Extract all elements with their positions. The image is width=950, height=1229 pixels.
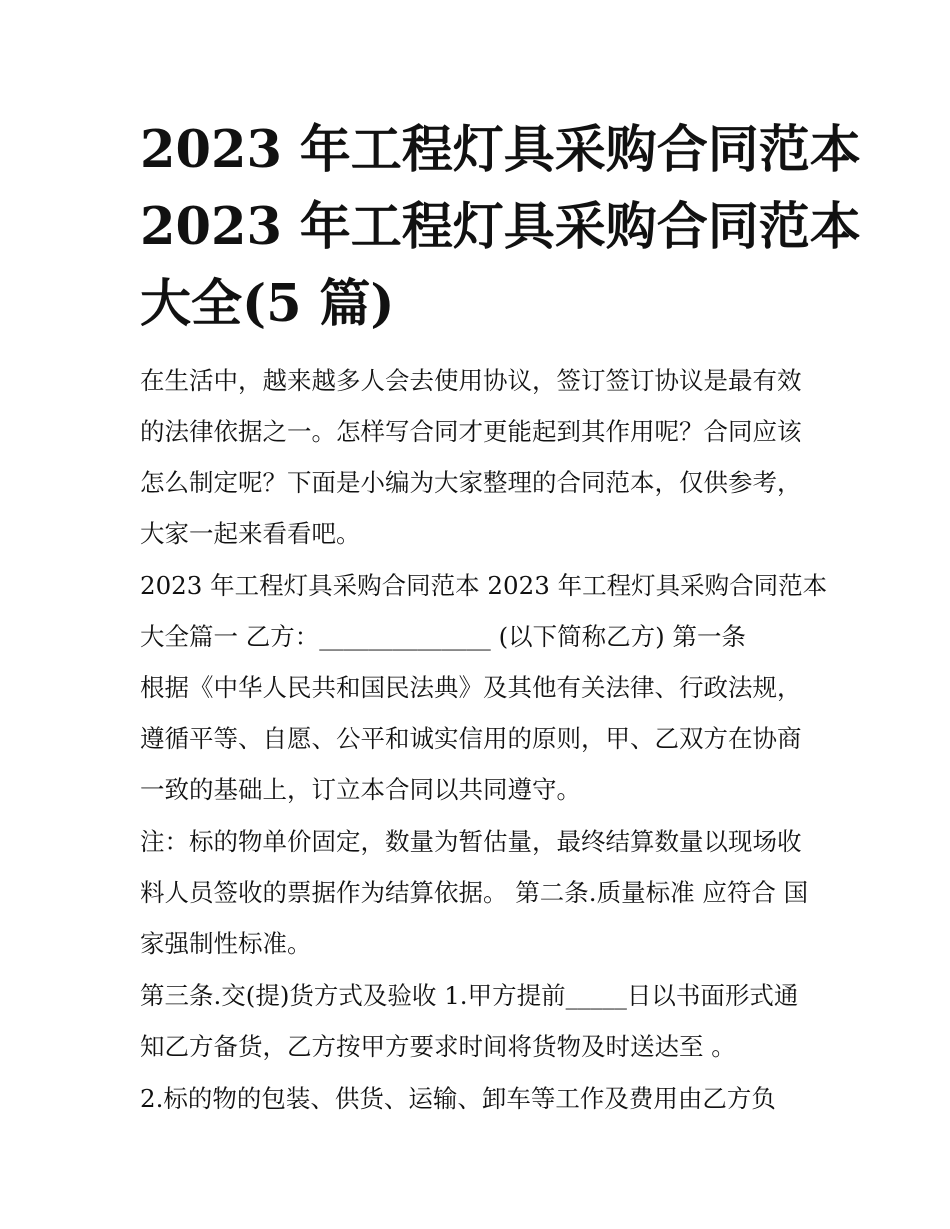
document-body (140, 355, 840, 1124)
text-line: 的法律依据之一。怎样写合同才更能起到其作用呢？合同应该 (140, 417, 802, 446)
paragraph-intro (140, 355, 840, 559)
text-line: 知乙方备货，乙方按甲方要求时间将货物及时送达至 。 (140, 1032, 736, 1061)
text-line: 怎么制定呢？下面是小编为大家整理的合同范本，仅供参考， (140, 468, 802, 497)
paragraph-packaging (140, 1073, 840, 1124)
text-line: 第三条.交(提)货方式及验收 1.甲方提前_____日以书面形式通 (140, 981, 799, 1010)
document-title (140, 112, 861, 343)
text-line: 家强制性标准。 (140, 929, 312, 958)
text-line: 大全篇一 乙方：______________ (以下简称乙方) 第一条 (140, 622, 746, 651)
text-line: 注：标的物单价固定，数量为暂估量，最终结算数量以现场收 (140, 827, 802, 856)
paragraph-article-3 (140, 970, 840, 1072)
text-line: 大家一起来看看吧。 (140, 519, 361, 548)
paragraph-note-quality (140, 816, 840, 969)
paragraph-article-1 (140, 560, 840, 815)
text-line: 料人员签收的票据作为结算依据。 第二条.质量标准 应符合 国 (140, 878, 809, 907)
text-line: 遵循平等、自愿、公平和诚实信用的原则，甲、乙双方在协商 (140, 724, 802, 753)
text-line: 一致的基础上，订立本合同以共同遵守。 (140, 775, 581, 804)
title-line: 2023 年工程灯具采购合同范本 (140, 120, 861, 180)
text-line: 在生活中，越来越多人会去使用协议，签订签订协议是最有效 (140, 366, 802, 395)
text-line: 2.标的物的包装、供货、运输、卸车等工作及费用由乙方负 (140, 1084, 776, 1113)
title-line: 大全(5 篇) (140, 274, 395, 334)
text-line: 2023 年工程灯具采购合同范本 2023 年工程灯具采购合同范本 (140, 571, 828, 600)
title-line: 2023 年工程灯具采购合同范本 (140, 197, 861, 257)
text-line: 根据《中华人民共和国民法典》及其他有关法律、行政法规， (140, 673, 802, 702)
